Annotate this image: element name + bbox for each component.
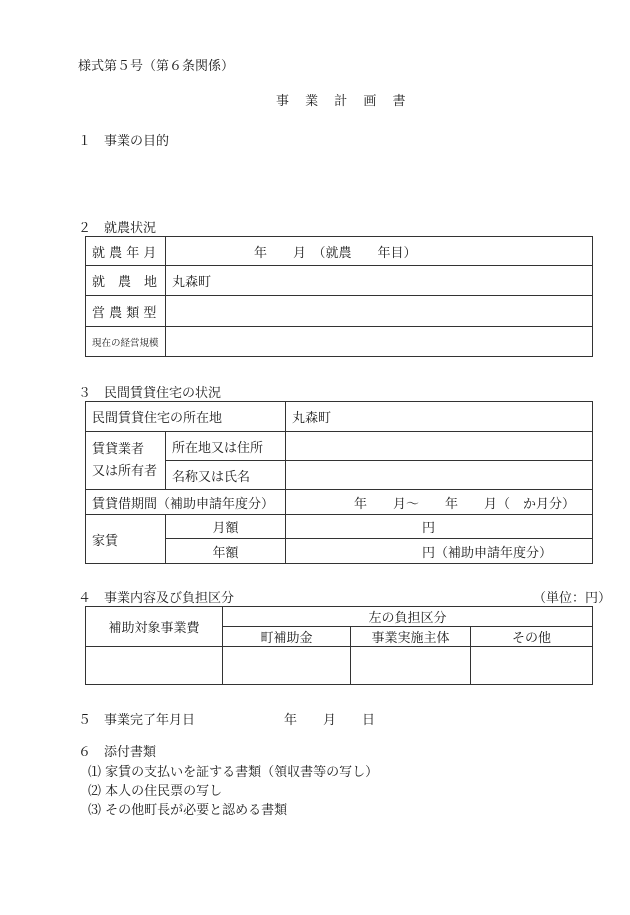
attachment-item: ⑴ 家賃の支払いを証する書類（領収書等の写し） bbox=[88, 765, 379, 780]
implementing-body-header: 事業実施主体 bbox=[351, 627, 471, 647]
town-subsidy-header: 町補助金 bbox=[223, 627, 351, 647]
section-1-title: １ 事業の目的 bbox=[78, 134, 170, 149]
row-value: 丸森町 bbox=[166, 266, 593, 296]
table-row bbox=[86, 432, 593, 461]
expense-header: 補助対象事業費 bbox=[86, 607, 223, 647]
period-label: 賃貸借期間（補助申請年度分） bbox=[86, 490, 286, 515]
address-label: 所在地又は住所 bbox=[166, 432, 286, 461]
name-value bbox=[286, 461, 593, 490]
row-value bbox=[166, 296, 593, 327]
table-row bbox=[86, 515, 593, 539]
location-value: 丸森町 bbox=[286, 402, 593, 432]
cost-breakdown-table bbox=[85, 606, 593, 685]
yearly-value: 円（補助申請年度分） bbox=[286, 539, 593, 564]
town-subsidy-value bbox=[223, 647, 351, 685]
other-value bbox=[471, 647, 593, 685]
row-label: 現在の経営規模 bbox=[86, 327, 166, 357]
landlord-label bbox=[86, 432, 166, 490]
section-3-title: ３ 民間賃貸住宅の状況 bbox=[78, 386, 222, 401]
monthly-value: 円 bbox=[286, 515, 593, 539]
monthly-label: 月額 bbox=[166, 515, 286, 539]
table-row bbox=[86, 647, 593, 685]
table-row bbox=[86, 266, 593, 296]
period-value: 年 月～ 年 月（ か月分） bbox=[286, 490, 593, 515]
rent-label: 家賃 bbox=[86, 515, 166, 564]
table-row bbox=[86, 402, 593, 432]
document-title: 事 業 計 画 書 bbox=[276, 94, 412, 109]
row-value bbox=[166, 327, 593, 357]
completion-date-value: 年 月 日 bbox=[284, 713, 376, 728]
table-row bbox=[86, 296, 593, 327]
table-row bbox=[86, 490, 593, 515]
row-label: 就 農 年 月 bbox=[86, 237, 166, 266]
name-label: 名称又は氏名 bbox=[166, 461, 286, 490]
table-row bbox=[86, 237, 593, 266]
expense-value bbox=[86, 647, 223, 685]
section-6-title: ６ 添付書類 bbox=[78, 745, 157, 760]
table-row bbox=[86, 327, 593, 357]
landlord-label-line-2: 又は所有者 bbox=[92, 463, 158, 479]
unit-label: （単位：円） bbox=[533, 591, 612, 606]
row-label: 就 農 地 bbox=[86, 266, 166, 296]
farming-status-table bbox=[85, 236, 593, 357]
share-header: 左の負担区分 bbox=[223, 607, 593, 627]
form-number: 様式第５号（第６条関係） bbox=[78, 59, 235, 74]
table-row bbox=[86, 607, 593, 627]
row-label: 営 農 類 型 bbox=[86, 296, 166, 327]
rental-housing-table bbox=[85, 401, 593, 564]
section-5-title: ５ 事業完了年月日 bbox=[78, 713, 196, 728]
implementing-body-value bbox=[351, 647, 471, 685]
row-value: 年 月 （就農 年目） bbox=[166, 237, 593, 266]
other-header: その他 bbox=[471, 627, 593, 647]
landlord-label-line-1: 賃貸業者 bbox=[92, 441, 145, 457]
address-value bbox=[286, 432, 593, 461]
attachment-item: ⑵ 本人の住民票の写し bbox=[88, 784, 223, 799]
attachment-item: ⑶ その他町長が必要と認める書類 bbox=[88, 803, 288, 818]
section-4-title: ４ 事業内容及び負担区分 bbox=[78, 591, 235, 606]
section-2-title: ２ 就農状況 bbox=[78, 221, 157, 236]
yearly-label: 年額 bbox=[166, 539, 286, 564]
location-label: 民間賃貸住宅の所在地 bbox=[86, 402, 286, 432]
